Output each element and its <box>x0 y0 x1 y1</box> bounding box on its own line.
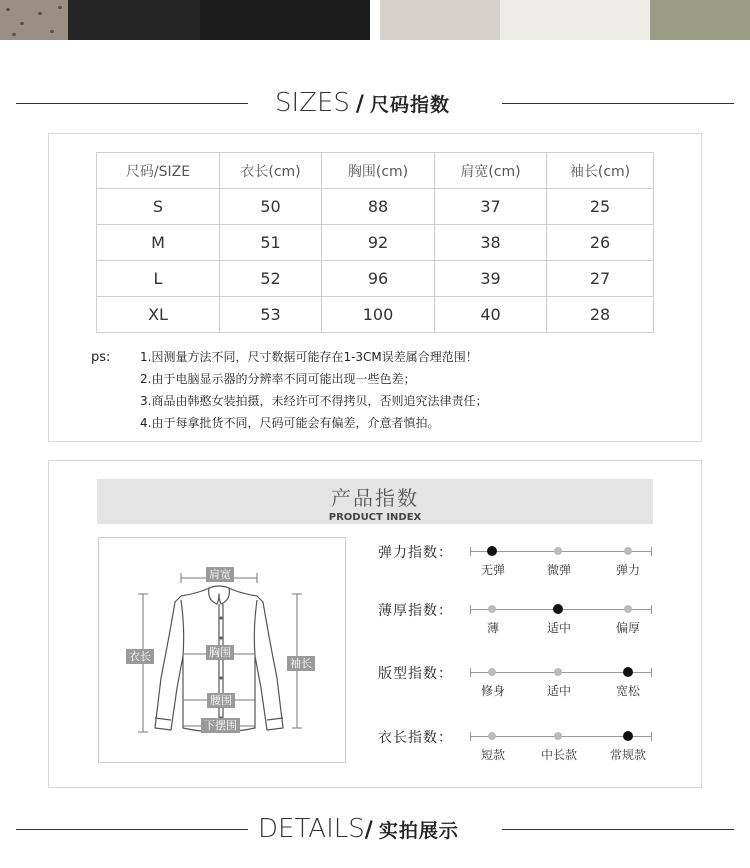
table-cell: 100 <box>322 297 435 333</box>
rating-label-fit: 版型指数： <box>378 666 453 682</box>
table-cell: 96 <box>322 261 435 297</box>
table-cell: 28 <box>547 297 654 333</box>
size-table <box>96 152 654 333</box>
table-cell: 92 <box>322 225 435 261</box>
diagram-label-hem: 下摆围 <box>201 718 240 733</box>
table-cell: 50 <box>220 189 322 225</box>
rating-track-cap <box>651 668 652 677</box>
rating-option: 适中 <box>546 684 571 698</box>
table-cell: 88 <box>322 189 435 225</box>
details-heading-separator: / <box>364 818 373 843</box>
product-index-title-bar <box>97 479 653 524</box>
sizes-heading <box>275 88 450 118</box>
heading-rule-right <box>502 103 734 104</box>
rating-option: 中长款 <box>540 748 577 762</box>
product-photo-left <box>0 0 370 40</box>
note-line: 2.由于电脑显示器的分辨率不同可能出现一些色差； <box>140 372 416 386</box>
table-row <box>97 225 654 261</box>
table-cell: XL <box>97 297 220 333</box>
diagram-label-waist: 腰围 <box>207 693 235 708</box>
note-line: 1.因测量方法不同，尺寸数据可能存在1-3CM误差属合理范围！ <box>140 350 478 364</box>
rating-track-cap <box>470 732 471 741</box>
garment-diagram <box>98 537 346 763</box>
diagram-label-chest: 胸围 <box>206 645 234 660</box>
note-line: 3.商品由韩憨女装拍摄，未经许可不得拷贝，否则追究法律责任； <box>140 394 488 408</box>
rating-dot[interactable] <box>488 732 496 740</box>
product-photo-right <box>380 0 750 40</box>
table-cell: M <box>97 225 220 261</box>
size-table-header: 袖长(cm) <box>547 153 654 189</box>
table-cell: 39 <box>435 261 547 297</box>
table-row <box>97 297 654 333</box>
diagram-label-shoulder: 肩宽 <box>206 567 234 582</box>
product-index-title-cn: 产品指数 <box>331 486 419 510</box>
size-table-header: 衣长(cm) <box>220 153 322 189</box>
rating-track-cap <box>470 668 471 677</box>
rating-label-elasticity: 弹力指数： <box>378 545 453 561</box>
rating-track-cap <box>470 605 471 614</box>
sizes-heading-cn: 尺码指数 <box>369 94 450 116</box>
rating-dot[interactable] <box>624 605 632 613</box>
rating-track-cap <box>651 732 652 741</box>
rating-dot[interactable] <box>554 668 562 676</box>
rating-track-cap <box>651 547 652 556</box>
rating-label-thickness: 薄厚指数： <box>378 603 453 619</box>
rating-option: 薄 <box>486 621 499 635</box>
note-line: 4.由于每拿批货不同，尺码可能会有偏差，介意者慎拍。 <box>140 416 440 430</box>
sizes-heading-en: SIZES <box>275 88 350 118</box>
rating-option: 适中 <box>546 621 571 635</box>
rating-dot[interactable] <box>487 546 497 556</box>
rating-option: 短款 <box>480 748 505 762</box>
rating-dot[interactable] <box>488 605 496 613</box>
rating-dot[interactable] <box>554 732 562 740</box>
table-cell: S <box>97 189 220 225</box>
rating-option: 宽松 <box>615 684 640 698</box>
table-cell: 38 <box>435 225 547 261</box>
diagram-label-sleeve: 袖长 <box>287 656 315 671</box>
table-cell: L <box>97 261 220 297</box>
table-cell: 27 <box>547 261 654 297</box>
heading-rule-left <box>16 103 248 104</box>
rating-option: 修身 <box>480 684 505 698</box>
table-cell: 26 <box>547 225 654 261</box>
sizes-heading-separator: / <box>355 92 364 117</box>
heading-rule-left <box>16 829 248 830</box>
table-cell: 40 <box>435 297 547 333</box>
table-row <box>97 261 654 297</box>
rating-option: 偏厚 <box>615 621 640 635</box>
table-row <box>97 189 654 225</box>
table-cell: 53 <box>220 297 322 333</box>
table-cell: 37 <box>435 189 547 225</box>
rating-track-cap <box>470 547 471 556</box>
table-cell: 25 <box>547 189 654 225</box>
details-heading-en: DETAILS <box>258 814 365 844</box>
ps-label: ps: <box>91 350 111 365</box>
rating-dot[interactable] <box>623 667 633 677</box>
rating-track-cap <box>651 605 652 614</box>
table-cell: 52 <box>220 261 322 297</box>
rating-dot[interactable] <box>624 547 632 555</box>
rating-label-length: 衣长指数： <box>378 730 453 746</box>
rating-option: 常规款 <box>609 748 646 762</box>
table-cell: 51 <box>220 225 322 261</box>
diagram-label-length: 衣长 <box>126 649 154 664</box>
rating-dot[interactable] <box>488 668 496 676</box>
rating-option: 微弹 <box>546 563 571 577</box>
heading-rule-right <box>502 829 734 830</box>
details-heading-cn: 实拍展示 <box>378 820 459 842</box>
rating-option: 弹力 <box>615 563 640 577</box>
rating-dot[interactable] <box>623 731 633 741</box>
rating-dot[interactable] <box>554 547 562 555</box>
size-notes <box>140 346 487 434</box>
size-table-header-row <box>97 153 654 189</box>
rating-option: 无弹 <box>480 563 505 577</box>
size-table-header: 尺码/SIZE <box>97 153 220 189</box>
product-index-title-en: PRODUCT INDEX <box>328 512 422 523</box>
details-heading <box>258 814 459 844</box>
size-table-header: 肩宽(cm) <box>435 153 547 189</box>
rating-dot[interactable] <box>553 604 563 614</box>
size-table-header: 胸围(cm) <box>322 153 435 189</box>
